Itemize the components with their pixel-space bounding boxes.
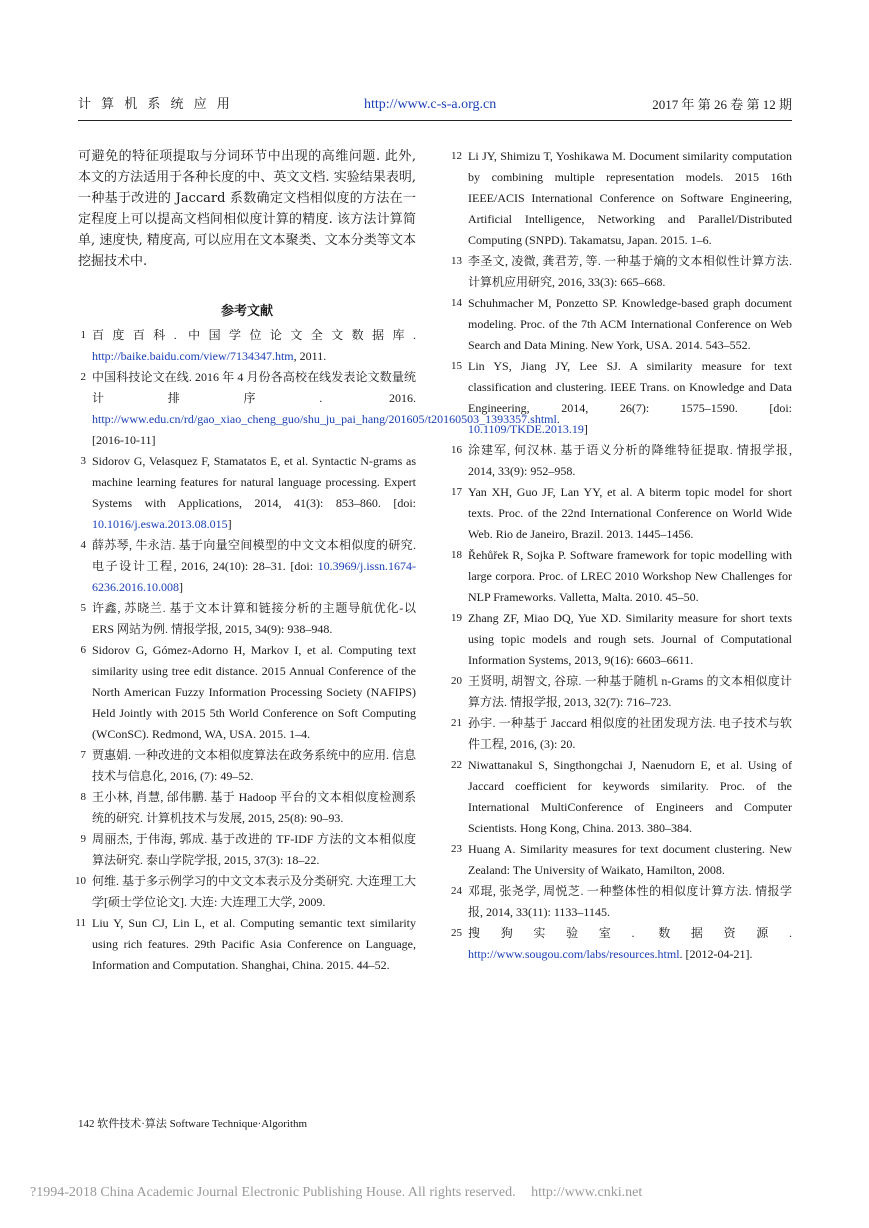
reference-item	[451, 923, 792, 965]
reference-text: Řehůřek R, Sojka P. Software framework for topic modelling with large corpora. Proc. of LREC 2010 Workshop New Challenges for NLP Frameworks. Valletta, Malta. 2010. 45–50.	[468, 548, 792, 604]
reference-item	[78, 640, 416, 745]
reference-item	[451, 146, 792, 251]
references-list-right	[451, 146, 792, 965]
cnki-url-link[interactable]: http://www.cnki.net	[531, 1185, 643, 1200]
journal-url-link[interactable]: http://www.c-s-a.org.cn	[364, 97, 497, 112]
reference-item	[78, 451, 416, 535]
reference-text: 中国科技论文在线. 2016 年 4 月份各高校在线发表论文数量统计排序. 2016.	[92, 370, 416, 405]
reference-text: 搜狗实验室. 数据资源.	[468, 926, 792, 940]
reference-number: 22	[451, 759, 462, 771]
reference-text: 李圣文, 凌微, 龚君芳, 等. 一种基于熵的文本相似性计算方法. 计算机应用研究, 2016, 33(3): 665–668.	[468, 254, 792, 289]
reference-number: 7	[80, 749, 86, 761]
reference-number: 3	[80, 455, 86, 467]
reference-text: 周丽杰, 于伟海, 郭成. 基于改进的 TF-IDF 方法的文本相似度算法研究. 泰山学院学报, 2015, 37(3): 18–22.	[92, 832, 416, 867]
right-column	[451, 146, 792, 965]
reference-number: 21	[451, 717, 462, 729]
reference-item	[78, 829, 416, 871]
reference-item	[451, 839, 792, 881]
reference-link[interactable]: http://www.edu.cn/rd/gao_xiao_cheng_guo/shu_ju_pai_hang/201605/t20160503_1393357.shtml	[92, 412, 557, 426]
journal-name: 计 算 机 系 统 应 用	[78, 97, 233, 112]
reference-item	[451, 671, 792, 713]
reference-item	[451, 440, 792, 482]
copyright-notice	[30, 1185, 840, 1201]
reference-number: 17	[451, 486, 462, 498]
reference-text: 贾惠娟. 一种改进的文本相似度算法在政务系统中的应用. 信息技术与信息化, 2016, (7): 49–52.	[92, 748, 417, 783]
references-title: 参考文献	[220, 304, 273, 319]
reference-text-tail: , 2011.	[293, 349, 327, 363]
reference-number: 10	[75, 875, 86, 887]
reference-text: 何维. 基于多示例学习的中文文本表示及分类研究. 大连理工大学[硕士学位论文]. 大连: 大连理工大学, 2009.	[92, 874, 417, 909]
reference-number: 16	[451, 444, 462, 456]
reference-number: 5	[80, 602, 86, 614]
reference-item	[451, 755, 792, 839]
reference-link[interactable]: http://baike.baidu.com/view/7134347.htm	[92, 349, 294, 363]
reference-link[interactable]: 10.3969/j.issn.1674-6236.2016.10.008	[92, 559, 416, 594]
reference-number: 15	[451, 360, 462, 372]
reference-number: 19	[451, 612, 462, 624]
reference-text: 王贤明, 胡智文, 谷琼. 一种基于随机 n-Grams 的文本相似度计算方法. 情报学报, 2013, 32(7): 716–723.	[468, 674, 792, 709]
reference-text: 百度百科. 中国学位论文全文数据库.	[92, 328, 416, 342]
reference-number: 1	[80, 329, 86, 341]
reference-text: 许鑫, 苏晓兰. 基于文本计算和链接分析的主题导航优化-以 ERS 网站为例. 情报学报, 2015, 34(9): 938–948.	[92, 601, 416, 636]
reference-number: 2	[80, 371, 86, 383]
reference-number: 4	[80, 539, 86, 551]
reference-number: 20	[451, 675, 462, 687]
reference-item	[78, 745, 416, 787]
reference-item	[451, 545, 792, 608]
page-header	[78, 96, 792, 121]
reference-text: Lin YS, Jiang JY, Lee SJ. A similarity measure for text classification and clustering. IEEE Trans. on Knowledge and Data Engineering, 2014, 26(7): 1575–1590. [doi:	[468, 359, 792, 415]
reference-text: 邓琨, 张尧学, 周悦芝. 一种整体性的相似度计算方法. 情报学报, 2014, 33(11): 1133–1145.	[468, 884, 792, 919]
reference-item	[451, 608, 792, 671]
reference-text: 涂建军, 何汉林. 基于语义分析的降维特征提取. 情报学报, 2014, 33(9): 952–958.	[468, 443, 792, 478]
reference-text: Liu Y, Sun CJ, Lin L, et al. Computing semantic text similarity using rich features. 29th Pacific Asia Conference on Language, Information and Computation. Shanghai, China. 2015. 44–52.	[92, 916, 416, 972]
reference-number: 9	[80, 833, 86, 845]
reference-text: Zhang ZF, Miao DQ, Yue XD. Similarity measure for short texts using topic models and rough sets. Journal of Computational Information Systems, 2013, 9(16): 6603–6611.	[468, 611, 792, 667]
issue-info: 2017 年 第 26 卷 第 12 期	[652, 97, 792, 112]
reference-item	[75, 913, 416, 976]
reference-number: 14	[451, 297, 462, 309]
reference-item	[451, 251, 792, 293]
reference-text: Huang A. Similarity measures for text document clustering. New Zealand: The University of Waikato, Hamilton, 2008.	[468, 842, 792, 877]
reference-number: 13	[451, 255, 462, 267]
reference-number: 12	[451, 150, 462, 162]
reference-item	[451, 482, 792, 545]
reference-text-tail: ]	[583, 422, 588, 436]
reference-text: Niwattanakul S, Singthongchai J, Naenudorn E, et al. Using of Jaccard coefficient for keywords similarity. Proc. of the International MultiConference of Engineers and Computer Scientists. Hong Kong, China. 2013. 380–384.	[468, 758, 792, 835]
reference-text: 薛苏琴, 牛永洁. 基于向量空间模型的中文文本相似度的研究. 电子设计工程, 2016, 24(10): 28–31. [doi:	[92, 538, 416, 573]
reference-text: 孙宇. 一种基于 Jaccard 相似度的社团发现方法. 电子技术与软件工程, 2016, (3): 20.	[468, 716, 792, 751]
copyright-text: ?1994-2018 China Academic Journal Electronic Publishing House. All rights reserved.	[30, 1185, 516, 1200]
reference-text: 王小林, 肖慧, 邰伟鹏. 基于 Hadoop 平台的文本相似度检测系统的研究. 计算机技术与发展, 2015, 25(8): 90–93.	[92, 790, 416, 825]
reference-number: 6	[80, 644, 86, 656]
reference-number: 23	[451, 843, 462, 855]
reference-link[interactable]: 10.1109/TKDE.2013.19	[468, 422, 584, 436]
reference-text: Sidorov G, Velasquez F, Stamatatos E, et al. Syntactic N-grams as machine learning features for natural language processing. Expert Systems with Applications, 2014, 41(3): 853–860. [doi:	[92, 454, 416, 510]
reference-number: 11	[75, 917, 86, 929]
reference-item	[451, 881, 792, 923]
reference-item	[78, 598, 416, 640]
reference-item	[78, 787, 416, 829]
reference-item	[451, 356, 792, 440]
reference-text: Sidorov G, Gómez-Adorno H, Markov I, et al. Computing text similarity using tree edit distance. 2015 Annual Conference of the North American Fuzzy Information Processing Society (NAFIPS) Held Jointly with 2015 5th World Conference on Soft Computing (WConSC). Redmond, WA, USA. 2015. 1–4.	[92, 643, 416, 741]
reference-link[interactable]: 10.1016/j.eswa.2013.08.015	[92, 517, 228, 531]
reference-number: 18	[451, 549, 462, 561]
reference-text: Yan XH, Guo JF, Lan YY, et al. A biterm topic model for short texts. Proc. of the 22nd International Conference on World Wide Web. Rio de Janeiro, Brazil. 2013. 1445–1456.	[468, 485, 792, 541]
reference-text-tail: ]	[227, 517, 232, 531]
reference-number: 8	[80, 791, 86, 803]
reference-item	[78, 535, 416, 598]
reference-text-tail: . [2012-04-21].	[679, 947, 753, 961]
reference-number: 24	[451, 885, 462, 897]
reference-item	[78, 325, 416, 367]
reference-text: Li JY, Shimizu T, Yoshikawa M. Document similarity computation by combining multiple representation models. 2015 16th IEEE/ACIS International Conference on Software Engineering, Artificial Intelligence, Networking and Parallel/Distributed Computing (SNPD). Takamatsu, Japan. 2015. 1–6.	[468, 149, 792, 247]
reference-text-tail: . [2016-10-11]	[92, 412, 560, 447]
reference-text: Schuhmacher M, Ponzetto SP. Knowledge-based graph document modeling. Proc. of the 7th ACM International Conference on Web Search and Data Mining. New York, USA. 2014. 543–552.	[468, 296, 792, 352]
reference-item	[75, 871, 417, 913]
reference-number: 25	[451, 927, 462, 939]
intro-paragraph: 可避免的特征项提取与分词环节中出现的高维问题. 此外, 本文的方法适用于各种长度的中、英文文档. 实验结果表明, 一种基于改进的 Jaccard 系数确定文档相似度的方法在一定程度上可以提高文档间相似度计算的精度. 该方法计算简单, 速度快, 精度高, 可以应用在文本聚类、文本分类等文本挖掘技术中.	[78, 149, 416, 269]
reference-text-tail: ]	[179, 580, 183, 594]
page-footer: 142 软件技术·算法 Software Technique·Algorithm	[78, 1118, 308, 1130]
reference-link[interactable]: http://www.sougou.com/labs/resources.html	[468, 947, 680, 961]
reference-item	[451, 713, 792, 755]
reference-item	[451, 293, 792, 356]
